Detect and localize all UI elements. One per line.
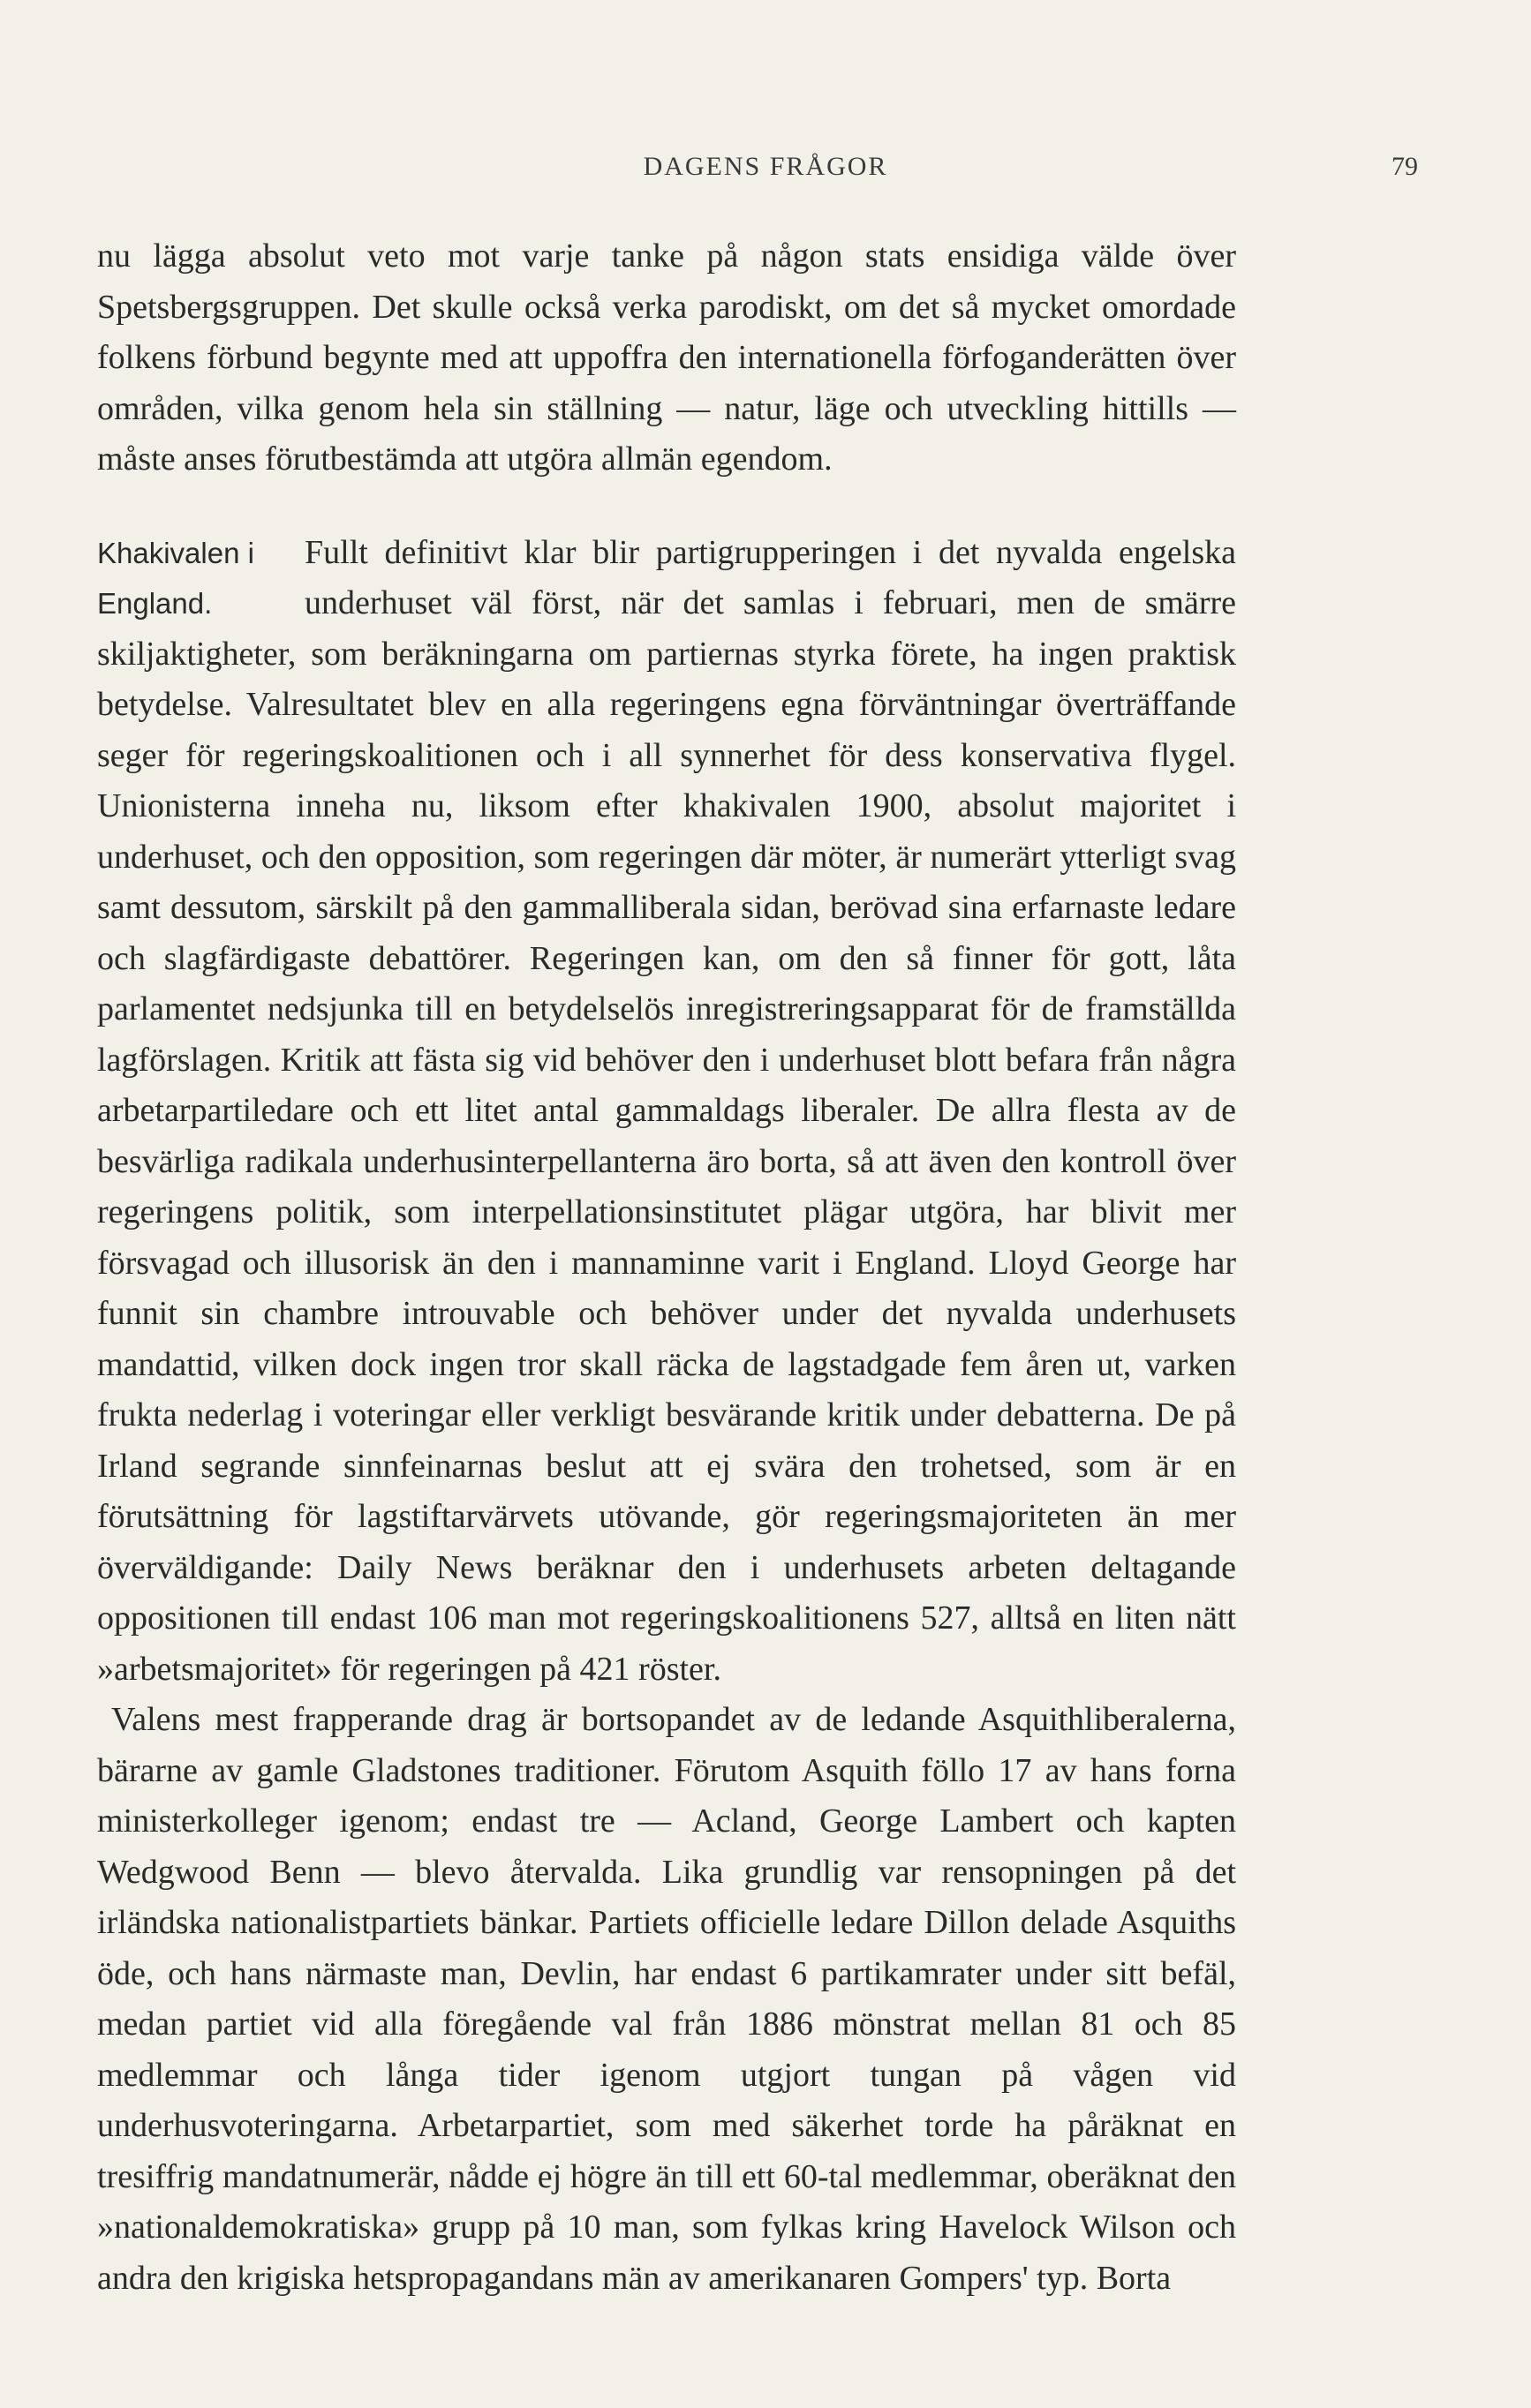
section-khakivalen xyxy=(97,528,1236,2305)
side-heading-line2: England. xyxy=(97,587,213,620)
body-text xyxy=(97,231,1236,2304)
paragraph-intro: nu lägga absolut veto mot varje tanke på någon stats ensidiga välde över Spetsbergsgruppen. Det skulle också verka parodiskt, om det så mycket omordade folkens förbund begynte med att uppoffra den internationella förfoganderätten över områden, vilka genom hela sin ställning — natur, läge och utveckling hittills — måste anses förutbestämda att utgöra allmän egendom. xyxy=(97,237,1236,478)
page-header xyxy=(0,152,1531,196)
side-heading-line1: Khakivalen i xyxy=(97,536,254,569)
paragraph-valens: Valens mest frapperande drag är bortsopandet av de ledande Asquithliberalerna, bärarne av gamle Gladstones traditioner. Förutom Asquith föllo 17 av hans forna ministerkolleger igenom; endast tre — Acland, George Lambert och kapten Wedgwood Benn — blevo återvalda. Lika grundlig var rensopningen på det irländska nationalistpartiets bänkar. Partiets officielle ledare Dillon delade Asquiths öde, och hans närmaste man, Devlin, har endast 6 partikamrater under sitt befäl, medan partiet vid alla föregående val från 1886 mönstrat mellan 81 och 85 medlemmar och långa tider igenom utgjort tungan på vågen vid underhusvoteringarna. Arbetarpartiet, som med säkerhet torde ha påräknat en tresiffrig mandatnumerär, nådde ej högre än till ett 60-tal medlemmar, oberäknat den »nationaldemokratiska» grupp på 10 man, som fylkas kring Havelock Wilson och andra den krigiska hetspropagandans män av amerikanaren Gompers' typ. Borta xyxy=(97,1701,1236,2297)
paragraph-khakivalen: Fullt definitivt klar blir partigrupperingen i det nyvalda engelska underhuset väl först, när det samlas i februari, men de smärre skiljaktigheter, som beräkningarna om partiernas styrka förete, ha ingen praktisk betydelse. Valresultatet blev en alla regeringens egna förväntningar överträffande seger för regeringskoalitionen och i all synnerhet för dess konservativa flygel. Unionisterna inneha nu, liksom efter khakivalen 1900, absolut majoritet i underhuset, och den opposition, som regeringen där möter, är numerärt ytterligt svag samt dessutom, särskilt på den gammalliberala sidan, berövad sina erfarnaste ledare och slagfärdigaste debattörer. Regeringen kan, om den så finner för gott, låta parlamentet nedsjunka till en betydelselös inregistreringsapparat för de framställda lagförslagen. Kritik att fästa sig vid behöver den i underhuset blott befara från några arbetarpartiledare och ett litet antal gammaldags liberaler. De allra flesta av de besvärliga radikala underhusinterpellanterna äro borta, så att även den kontroll över regeringens politik, som interpellationsinstitutet plägar utgöra, har blivit mer försvagad och illusorisk än den i mannaminne varit i England. Lloyd George har funnit sin chambre introuvable och behöver under det nyvalda underhusets mandattid, vilken dock ingen tror skall räcka de lagstadgade fem åren ut, varken frukta nederlag i voteringar eller verkligt besvärande kritik under debatterna. De på Irland segrande sinnfeinarnas beslut att ej svära den trohetsed, som är en förutsättning för lagstiftarvärvets utövande, gör regeringsmajoriteten än mer överväldigande: Daily News beräknar den i underhusets arbeten deltagande oppositionen till endast 106 man mot regeringskoalitionens 527, alltså en liten nätt »arbetsmajoritet» för regeringen på 421 röster. xyxy=(97,533,1236,1688)
page-number: 79 xyxy=(1391,152,1418,181)
side-heading xyxy=(97,528,305,629)
running-title: DAGENS FRÅGOR xyxy=(643,152,888,181)
